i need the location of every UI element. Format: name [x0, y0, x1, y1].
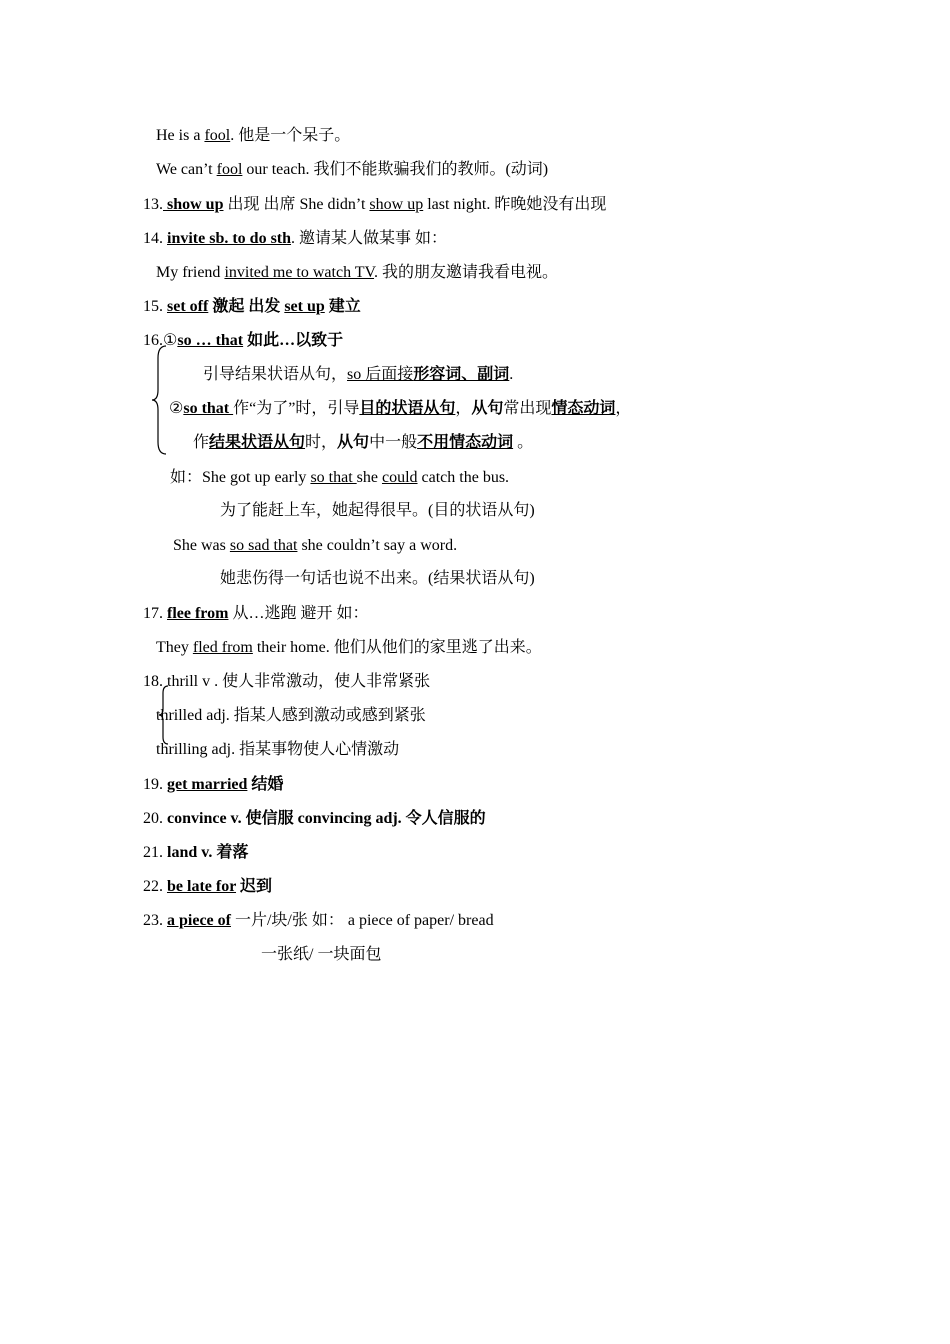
item-22: [143, 877, 272, 897]
underlined-term: so 后面接: [347, 366, 414, 383]
item-14: [143, 229, 447, 249]
item-16-example1: [170, 468, 509, 488]
text: ，: [455, 400, 472, 417]
key-term: 形容词、副词: [413, 366, 510, 383]
line-fool-verb: [156, 160, 548, 180]
item-number: 14.: [143, 230, 167, 247]
phrase: so … that: [177, 332, 244, 349]
text: she couldn’t say a word.: [297, 537, 458, 554]
item-number: 15.: [143, 298, 167, 315]
item-13: [143, 195, 606, 215]
phrase: be late for: [167, 878, 237, 895]
underlined-term: fool: [204, 127, 231, 144]
item-16-line2: [203, 365, 513, 385]
key-term: 结果状语从句: [209, 434, 306, 451]
phrase: so that: [183, 400, 234, 417]
key-term: 目的状语从句: [359, 400, 456, 417]
text: 如：She got up early: [170, 469, 311, 486]
text: 。: [513, 434, 534, 451]
item-number: 23.: [143, 912, 167, 929]
text: she: [356, 469, 382, 486]
text: .: [509, 366, 514, 383]
item-14-example: [156, 263, 558, 283]
text: 结婚: [247, 776, 284, 793]
text: 激起 出发: [208, 298, 285, 315]
item-19: [143, 775, 283, 795]
text: 如此…以致于: [243, 332, 344, 349]
item-16-line4: [193, 433, 533, 453]
item-number: 21.: [143, 844, 167, 861]
text: 迟到: [236, 878, 273, 895]
phrase: invite sb. to do sth: [167, 230, 292, 247]
text: . 他是一个呆子。: [230, 127, 351, 144]
item-20: [143, 809, 486, 829]
item-23-translation: 一张纸/ 一块面包: [261, 946, 382, 963]
key-term: 从句: [337, 434, 370, 451]
text: 时，: [305, 434, 338, 451]
text: We can’t: [156, 161, 217, 178]
item-18-line2: thrilled adj. 指某人感到激动或感到紧张: [156, 707, 426, 724]
text: . 邀请某人做某事 如：: [291, 230, 448, 247]
text: . 我的朋友邀请我看电视。: [374, 264, 559, 281]
underlined-term: could: [381, 469, 418, 486]
text: He is a: [156, 127, 205, 144]
phrase: a piece of: [167, 912, 231, 929]
text: 建立: [324, 298, 361, 315]
text: their home. 他们从他们的家里逃了出来。: [252, 639, 542, 656]
phrase: set up: [284, 298, 325, 315]
item-16-example2: [173, 536, 457, 556]
text: 常出现: [503, 400, 552, 417]
line-fool-noun: [156, 126, 350, 146]
item-number: 13.: [143, 196, 163, 213]
phrase: convince v. 使信服 convincing adj. 令人信服的: [167, 810, 486, 827]
key-term: 情态动词: [551, 400, 616, 417]
underlined-term: fool: [216, 161, 243, 178]
item-number: 16.: [143, 332, 163, 349]
item-number: 20.: [143, 810, 167, 827]
item-16-line1: [143, 331, 343, 351]
item-23: [143, 911, 494, 931]
item-16-line3: [169, 399, 631, 419]
text: last night. 昨晚她没有出现: [423, 196, 607, 213]
text: ，: [615, 400, 632, 417]
text: 引导结果状语从句，: [203, 366, 348, 383]
item-16-example2-translation: 她悲伤得一句话也说不出来。(结果状语从句): [220, 570, 535, 587]
item-15: [143, 297, 361, 317]
text: 一片/块/张 如： a piece of paper/ bread: [230, 912, 494, 929]
item-18-line3: thrilling adj. 指某事物使人心情激动: [156, 741, 400, 758]
text: our teach. 我们不能欺骗我们的教师。(动词): [242, 161, 549, 178]
text: They: [156, 639, 193, 656]
item-number: 22.: [143, 878, 167, 895]
phrase: flee from: [167, 605, 229, 622]
text: 作“为了”时，引导: [233, 400, 360, 417]
item-17: [143, 604, 368, 624]
item-17-example: [156, 638, 542, 658]
underlined-term: fled from: [192, 639, 253, 656]
text: catch the bus.: [417, 469, 510, 486]
phrase: show up: [163, 196, 224, 213]
item-number: 17.: [143, 605, 167, 622]
circled-number: ②: [169, 400, 184, 417]
underlined-term: show up: [369, 196, 424, 213]
phrase: set off: [167, 298, 209, 315]
underlined-term: so sad that: [229, 537, 298, 554]
item-18-line1: 18. thrill v . 使人非常激动，使人非常紧张: [143, 673, 431, 690]
text: 出现 出席 She didn’t: [223, 196, 370, 213]
key-term: 不用情态动词: [417, 434, 514, 451]
item-number: 19.: [143, 776, 167, 793]
text: 从…逃跑 避开 如：: [228, 605, 369, 622]
underlined-term: so that: [310, 469, 357, 486]
circled-number: ①: [163, 332, 178, 349]
phrase: get married: [167, 776, 248, 793]
text: 作: [193, 434, 210, 451]
item-16-example1-translation: 为了能赶上车，她起得很早。(目的状语从句): [220, 502, 535, 519]
phrase: land v. 着落: [167, 844, 249, 861]
key-term: 从句: [471, 400, 504, 417]
brace-16: [150, 344, 170, 456]
text: 中一般: [369, 434, 418, 451]
text: She was: [173, 537, 230, 554]
text: My friend: [156, 264, 225, 281]
item-21: [143, 843, 248, 863]
underlined-term: invited me to watch TV: [224, 264, 375, 281]
